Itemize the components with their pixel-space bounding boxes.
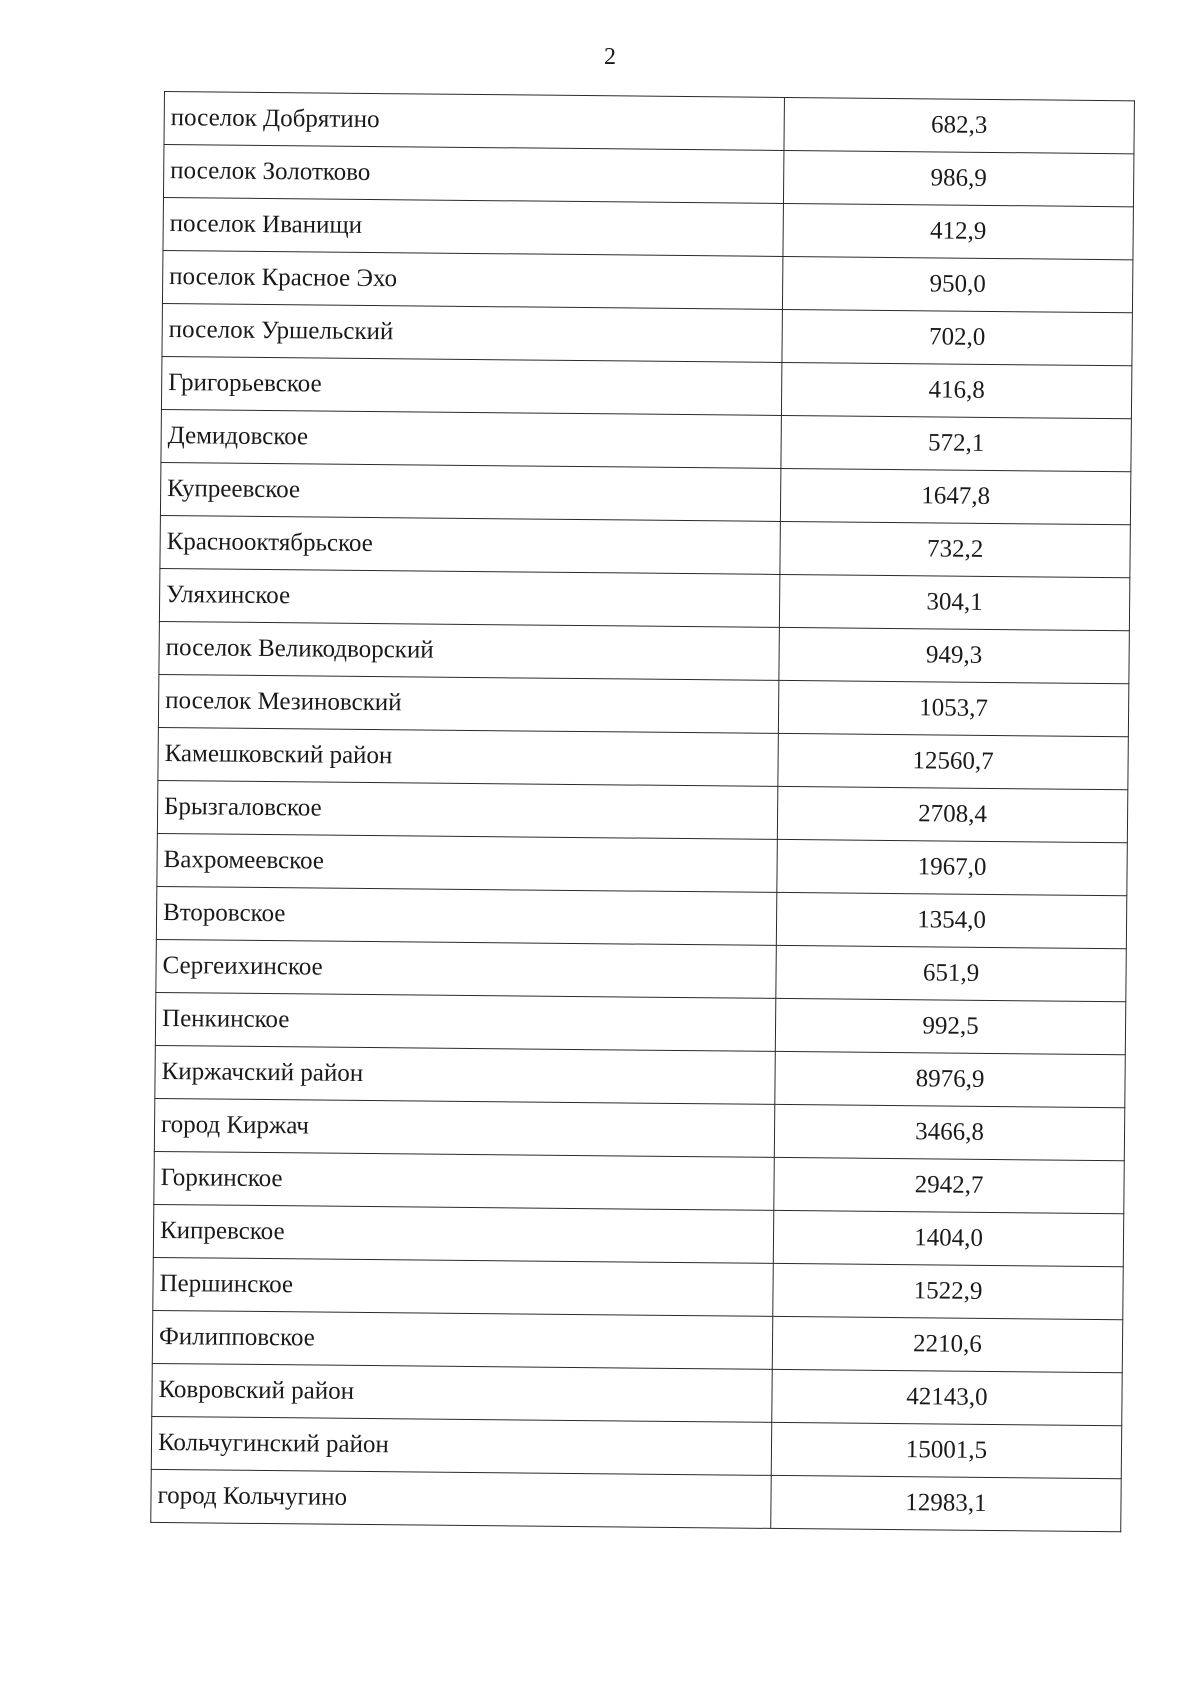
row-name-cell: Камешковский район (158, 727, 778, 786)
table-row (160, 515, 1130, 577)
row-value-cell: 651,9 (776, 945, 1126, 1001)
row-name-cell: поселок Красное Эхо (162, 250, 782, 309)
row-value-cell: 1522,9 (773, 1263, 1123, 1319)
row-value-cell: 15001,5 (771, 1422, 1121, 1478)
row-value-cell: 8976,9 (775, 1051, 1125, 1107)
row-value-cell: 3466,8 (774, 1104, 1124, 1160)
row-name-cell: поселок Иванищи (163, 197, 783, 256)
table-row (153, 1204, 1123, 1266)
row-value-cell: 1404,0 (773, 1210, 1123, 1266)
row-value-cell: 12983,1 (771, 1475, 1121, 1531)
table-row (157, 780, 1127, 842)
row-value-cell: 2210,6 (772, 1316, 1122, 1372)
table-row (151, 1416, 1121, 1478)
table-row (152, 1363, 1122, 1425)
row-name-cell: Уляхинское (159, 568, 779, 627)
row-name-cell: Филипповское (152, 1310, 772, 1369)
row-name-cell: Горкинское (154, 1151, 774, 1210)
row-name-cell: Краснооктябрьское (160, 515, 780, 574)
row-value-cell: 2708,4 (777, 786, 1127, 842)
row-name-cell: Першинское (153, 1257, 773, 1316)
table-row (152, 1310, 1122, 1372)
row-value-cell: 416,8 (781, 362, 1131, 418)
row-name-cell: Демидовское (161, 409, 781, 468)
data-table (150, 91, 1135, 1532)
table-row (156, 939, 1126, 1001)
table-row (162, 303, 1132, 365)
row-name-cell: поселок Великодворский (159, 621, 779, 680)
table-row (159, 621, 1129, 683)
row-value-cell: 702,0 (782, 309, 1132, 365)
data-table-container (150, 91, 1134, 1532)
row-value-cell: 572,1 (781, 415, 1131, 471)
row-value-cell: 304,1 (779, 574, 1129, 630)
table-row (154, 1151, 1124, 1213)
row-value-cell: 1354,0 (776, 892, 1126, 948)
row-name-cell: поселок Добрятино (164, 92, 784, 151)
row-name-cell: поселок Уршельский (162, 303, 782, 362)
row-name-cell: Кипревское (153, 1204, 773, 1263)
row-name-cell: город Киржач (154, 1098, 774, 1157)
table-row (164, 92, 1134, 154)
row-value-cell: 682,3 (784, 97, 1134, 153)
table-row (151, 1469, 1121, 1531)
row-value-cell: 2942,7 (774, 1157, 1124, 1213)
row-name-cell: Сергеихинское (156, 939, 776, 998)
row-name-cell: Кольчугинский район (151, 1416, 771, 1475)
row-value-cell: 1053,7 (778, 680, 1128, 736)
table-row (154, 1098, 1124, 1160)
row-value-cell: 1647,8 (780, 468, 1130, 524)
table-row (161, 356, 1131, 418)
row-name-cell: поселок Мезиновский (158, 674, 778, 733)
table-row (160, 462, 1130, 524)
row-name-cell: город Кольчугино (151, 1469, 771, 1528)
row-name-cell: Второвское (156, 886, 776, 945)
table-row (158, 727, 1128, 789)
table-row (155, 1045, 1125, 1107)
table-row (161, 409, 1131, 471)
row-name-cell: Купреевское (160, 462, 780, 521)
row-value-cell: 950,0 (782, 256, 1132, 312)
table-row (163, 145, 1133, 207)
row-value-cell: 986,9 (783, 150, 1133, 206)
row-value-cell: 949,3 (779, 627, 1129, 683)
row-value-cell: 412,9 (783, 203, 1133, 259)
row-name-cell: Киржачский район (155, 1045, 775, 1104)
row-name-cell: Брызгаловское (157, 780, 777, 839)
row-name-cell: Пенкинское (155, 992, 775, 1051)
table-row (163, 197, 1133, 259)
page-number: 2 (604, 44, 616, 70)
table-body (151, 92, 1135, 1532)
row-name-cell: Вахромеевское (157, 833, 777, 892)
row-name-cell: Григорьевское (161, 356, 781, 415)
table-row (158, 674, 1128, 736)
row-value-cell: 732,2 (780, 521, 1130, 577)
row-name-cell: Ковровский район (152, 1363, 772, 1422)
row-value-cell: 12560,7 (778, 733, 1128, 789)
row-value-cell: 992,5 (775, 998, 1125, 1054)
table-row (155, 992, 1125, 1054)
row-value-cell: 42143,0 (772, 1369, 1122, 1425)
table-row (162, 250, 1132, 312)
row-value-cell: 1967,0 (777, 839, 1127, 895)
table-row (153, 1257, 1123, 1319)
table-row (159, 568, 1129, 630)
table-row (156, 886, 1126, 948)
row-name-cell: поселок Золотково (163, 145, 783, 204)
table-row (157, 833, 1127, 895)
